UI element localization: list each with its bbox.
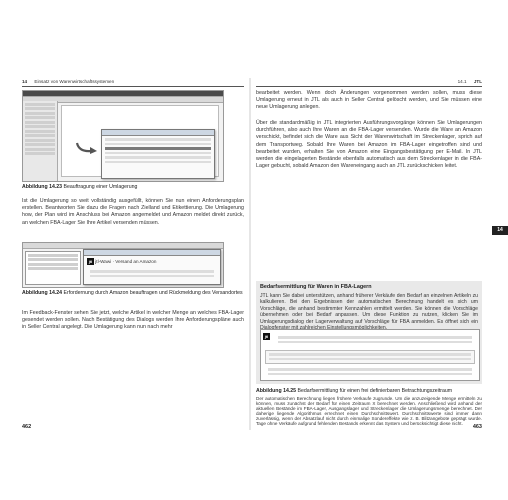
body-paragraph: bearbeitet werden. Wenn doch Änderungen vorgenommen werden sollen, muss diese Umlagerung erneut in JTL als auch in Seller Central gelöscht werden, und Sie müssen eine neue Umlagerung anlegen. <box>256 90 482 111</box>
figure-caption-1424 <box>22 290 244 297</box>
body-paragraph: Der automatischen Berechnung liegen frühere Verkaufe zugrunde. Um die anzuzeigende Menge ermitteln zu können, muss zunächst der Bedarf für einen Zeitraum X berechnet werden. Anschließend wird anhand der aktuellen Bestände im FBA-Lager, Ausgangslager und Streckenlager die Umlagerungsmenge berechnet. Der daherige liegende Algorithmus errechnet einen Durchschnittswert. Durchschnittswerte sind immer dann zuverlässig, wenn der Absatzlauf nicht durch einmalige Sondereffekte wie z. B. Blitzangebote geprägt wurde. Tage ohne Verkäufe aufgrund fehlenden Bestands erkennt das System und berücksichtigt diese nicht. <box>256 396 482 426</box>
page-gutter <box>249 78 251 430</box>
caption-label: Abbildung 14.25 <box>256 388 297 394</box>
section-number: 14.1 <box>457 79 467 84</box>
screenshot-sidebar <box>23 101 58 181</box>
page-number: 463 <box>472 424 482 430</box>
right-page <box>256 78 503 430</box>
jtl-logo-icon: jtl <box>88 259 93 264</box>
left-running-head <box>22 78 244 87</box>
feedback-dialog <box>83 249 221 285</box>
figure-bedarf-screenshot <box>260 329 480 381</box>
small-window <box>25 251 81 285</box>
caption-text: Erfordernung durch Amazon beauftragen und Rückmeldung des Versandortes <box>63 290 243 296</box>
body-paragraph: Im Feedback-Fenster sehen Sie jetzt, welche Artikel in welcher Menge an welches FBA-Lager gesendet werden sollen. Nach Bestätigung des Dialogs werden Ihre Anforderungspläne auch in Seller Central angelegt. Die Umlagerung kann nun nach mehr <box>22 310 244 331</box>
jtl-logo-icon: jtl <box>264 334 269 339</box>
caption-label: Abbildung 14.24 <box>22 290 63 296</box>
right-running-head <box>256 78 482 87</box>
body-paragraph: Über die standardmäßig in JTL integrierten Ausführungsvorgänge können Sie Umlagerungen durchführen, also auch Ihre Waren an die FBA-Lager versenden. Wurde die Ware an Amazon verschickt, befindet sich die Ware aus Sicht der Warenwirtschaft im Streckenlager, sprich auf dem Transportweg. Sobald Ihre Waren bei Amazon im FBA-Lager eingetroffen sind und bearbeitet wurden, erhalten Sie von Amazon eine Eingangsbestätigung per E-Mail. In JTL werden die eingelagerten Bestände ebenfalls automatisch aus dem Streckenlager in die FBA-Lager gebucht, sobald Amazon den Wareneingang auch an JTL zurückschicken leitet. <box>256 120 482 170</box>
dialog-title: jtl-Wawi · Versand an Amazon <box>95 259 157 264</box>
figure-caption-1423 <box>22 184 244 191</box>
caption-text: Beauftragung einer Umlagerung <box>63 184 138 190</box>
chapter-title: Einsatz von Warenwirtschaftssystemen <box>34 79 115 84</box>
curved-arrow-icon <box>75 141 99 155</box>
figure-caption-1425 <box>256 388 482 395</box>
body-paragraph: Ist die Umlagerung so weit vollständig ausgefüllt, können Sie nun einen Anforderungsplan erstellen. Beantworten Sie dazu die Fragen nach Zielland und Etikettierung. Die Umlagerung how, der Plan wird im Anschluss bei Amazon angemeldet und Amazon meldet direkt zurück, an welchen FBA-Lager Sie Ihre Artikel versenden müssen. <box>22 198 244 226</box>
caption-label: Abbildung 14.23 <box>22 184 63 190</box>
info-box-text: JTL kann Sie dabei unterstützen, anhand früherer Verkäufe den Bedarf an einzelnen Artikeln zu kalkulieren. Bei den Ergebnissen der automatischen Berechnung handelt es sich um Vorschläge, die anhand bestimmter Kennzahlen ermittelt werden. Sie können die Vorschläge übernehmen oder bei Bedarf anpassen. Um diese Funktion zu nutzen, klicken Sie im Umlagerungsdialog der Lagerverwaltung auf Vorschläge für FBA anmelden. Es öffnet sich ein <box>260 293 478 325</box>
chapter-tab: 14 <box>492 226 508 235</box>
info-box-heading: Bedarfsermittlung für Waren in FBA-Lagern <box>260 284 372 290</box>
page-number: 462 <box>22 424 32 430</box>
figure-umlagerung-screenshot <box>22 90 224 182</box>
caption-text: Bedarfsermittlung für einen frei definierbaren Betrachtungszeitraum <box>297 388 453 394</box>
section-title: JTL <box>473 79 482 84</box>
left-page <box>22 78 244 430</box>
chapter-number: 14 <box>22 79 28 84</box>
info-box <box>256 281 482 384</box>
screenshot-dialog <box>101 129 215 179</box>
figure-versand-screenshot <box>22 242 224 288</box>
